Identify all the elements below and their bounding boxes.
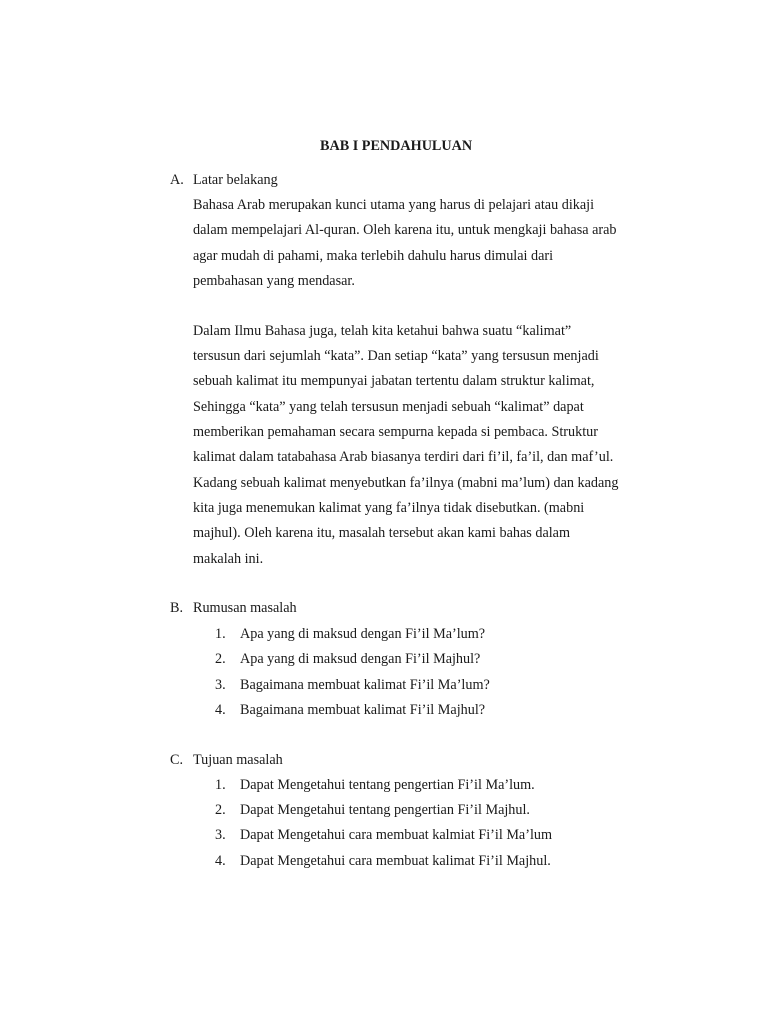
list-item-text: Dapat Mengetahui cara membuat kalmiat Fi’il Ma’lum (240, 827, 553, 843)
paragraph-line: kalimat dalam tatabahasa Arab biasanya terdiri dari fi’il, fa’il, dan maf’ul. (193, 449, 614, 465)
section-a-heading: Latar belakang (193, 172, 278, 188)
paragraph-line: Sehingga “kata” yang telah tersusun menjadi sebuah “kalimat” dapat (193, 399, 584, 415)
list-item-number: 1. (215, 626, 226, 642)
list-item-text: Dapat Mengetahui tentang pengertian Fi’il Majhul. (240, 802, 530, 818)
paragraph-line: Kadang sebuah kalimat menyebutkan fa’ilnya (mabni ma’lum) dan kadang (193, 475, 619, 491)
list-item-text: Apa yang di maksud dengan Fi’il Ma’lum? (240, 626, 486, 642)
paragraph-line: Dalam Ilmu Bahasa juga, telah kita ketahui bahwa suatu “kalimat” (193, 323, 572, 339)
list-item-number: 2. (215, 802, 226, 818)
section-c-heading: Tujuan masalah (193, 752, 283, 768)
list-item-number: 3. (215, 827, 226, 843)
section-b-marker: B. (170, 600, 184, 616)
list-item-text: Dapat Mengetahui tentang pengertian Fi’il Ma’lum. (240, 777, 535, 793)
page-title: BAB I PENDAHULUAN (320, 138, 473, 154)
list-item-number: 4. (215, 853, 226, 869)
paragraph-line: pembahasan yang mendasar. (193, 273, 355, 289)
list-item-text: Bagaimana membuat kalimat Fi’il Ma’lum? (240, 677, 490, 693)
paragraph-line: kita juga menemukan kalimat yang fa’ilnya tidak disebutkan. (mabni (193, 500, 585, 516)
list-item-text: Dapat Mengetahui cara membuat kalimat Fi’il Majhul. (240, 853, 551, 869)
paragraph-line: tersusun dari sejumlah “kata”. Dan setiap “kata” yang tersusun menjadi (193, 348, 599, 364)
section-b-heading: Rumusan masalah (193, 600, 297, 616)
paragraph-line: majhul). Oleh karena itu, masalah tersebut akan kami bahas dalam (193, 525, 571, 541)
paragraph-line: dalam mempelajari Al-quran. Oleh karena itu, untuk mengkaji bahasa arab (193, 222, 617, 238)
list-item-text: Apa yang di maksud dengan Fi’il Majhul? (240, 651, 481, 667)
paragraph-line: memberikan pemahaman secara sempurna kepada si pembaca. Struktur (193, 424, 598, 440)
paragraph-line: Bahasa Arab merupakan kunci utama yang harus di pelajari atau dikaji (193, 197, 595, 213)
paragraph-line: agar mudah di pahami, maka terlebih dahulu harus dimulai dari (193, 248, 554, 264)
paragraph-line: sebuah kalimat itu mempunyai jabatan tertentu dalam struktur kalimat, (193, 373, 595, 389)
list-item-text: Bagaimana membuat kalimat Fi’il Majhul? (240, 702, 486, 718)
paragraph-line: makalah ini. (193, 551, 264, 567)
list-item-number: 3. (215, 677, 226, 693)
section-a-marker: A. (170, 172, 184, 188)
section-c-marker: C. (170, 752, 184, 768)
list-item-number: 4. (215, 702, 226, 718)
list-item-number: 1. (215, 777, 226, 793)
list-item-number: 2. (215, 651, 226, 667)
